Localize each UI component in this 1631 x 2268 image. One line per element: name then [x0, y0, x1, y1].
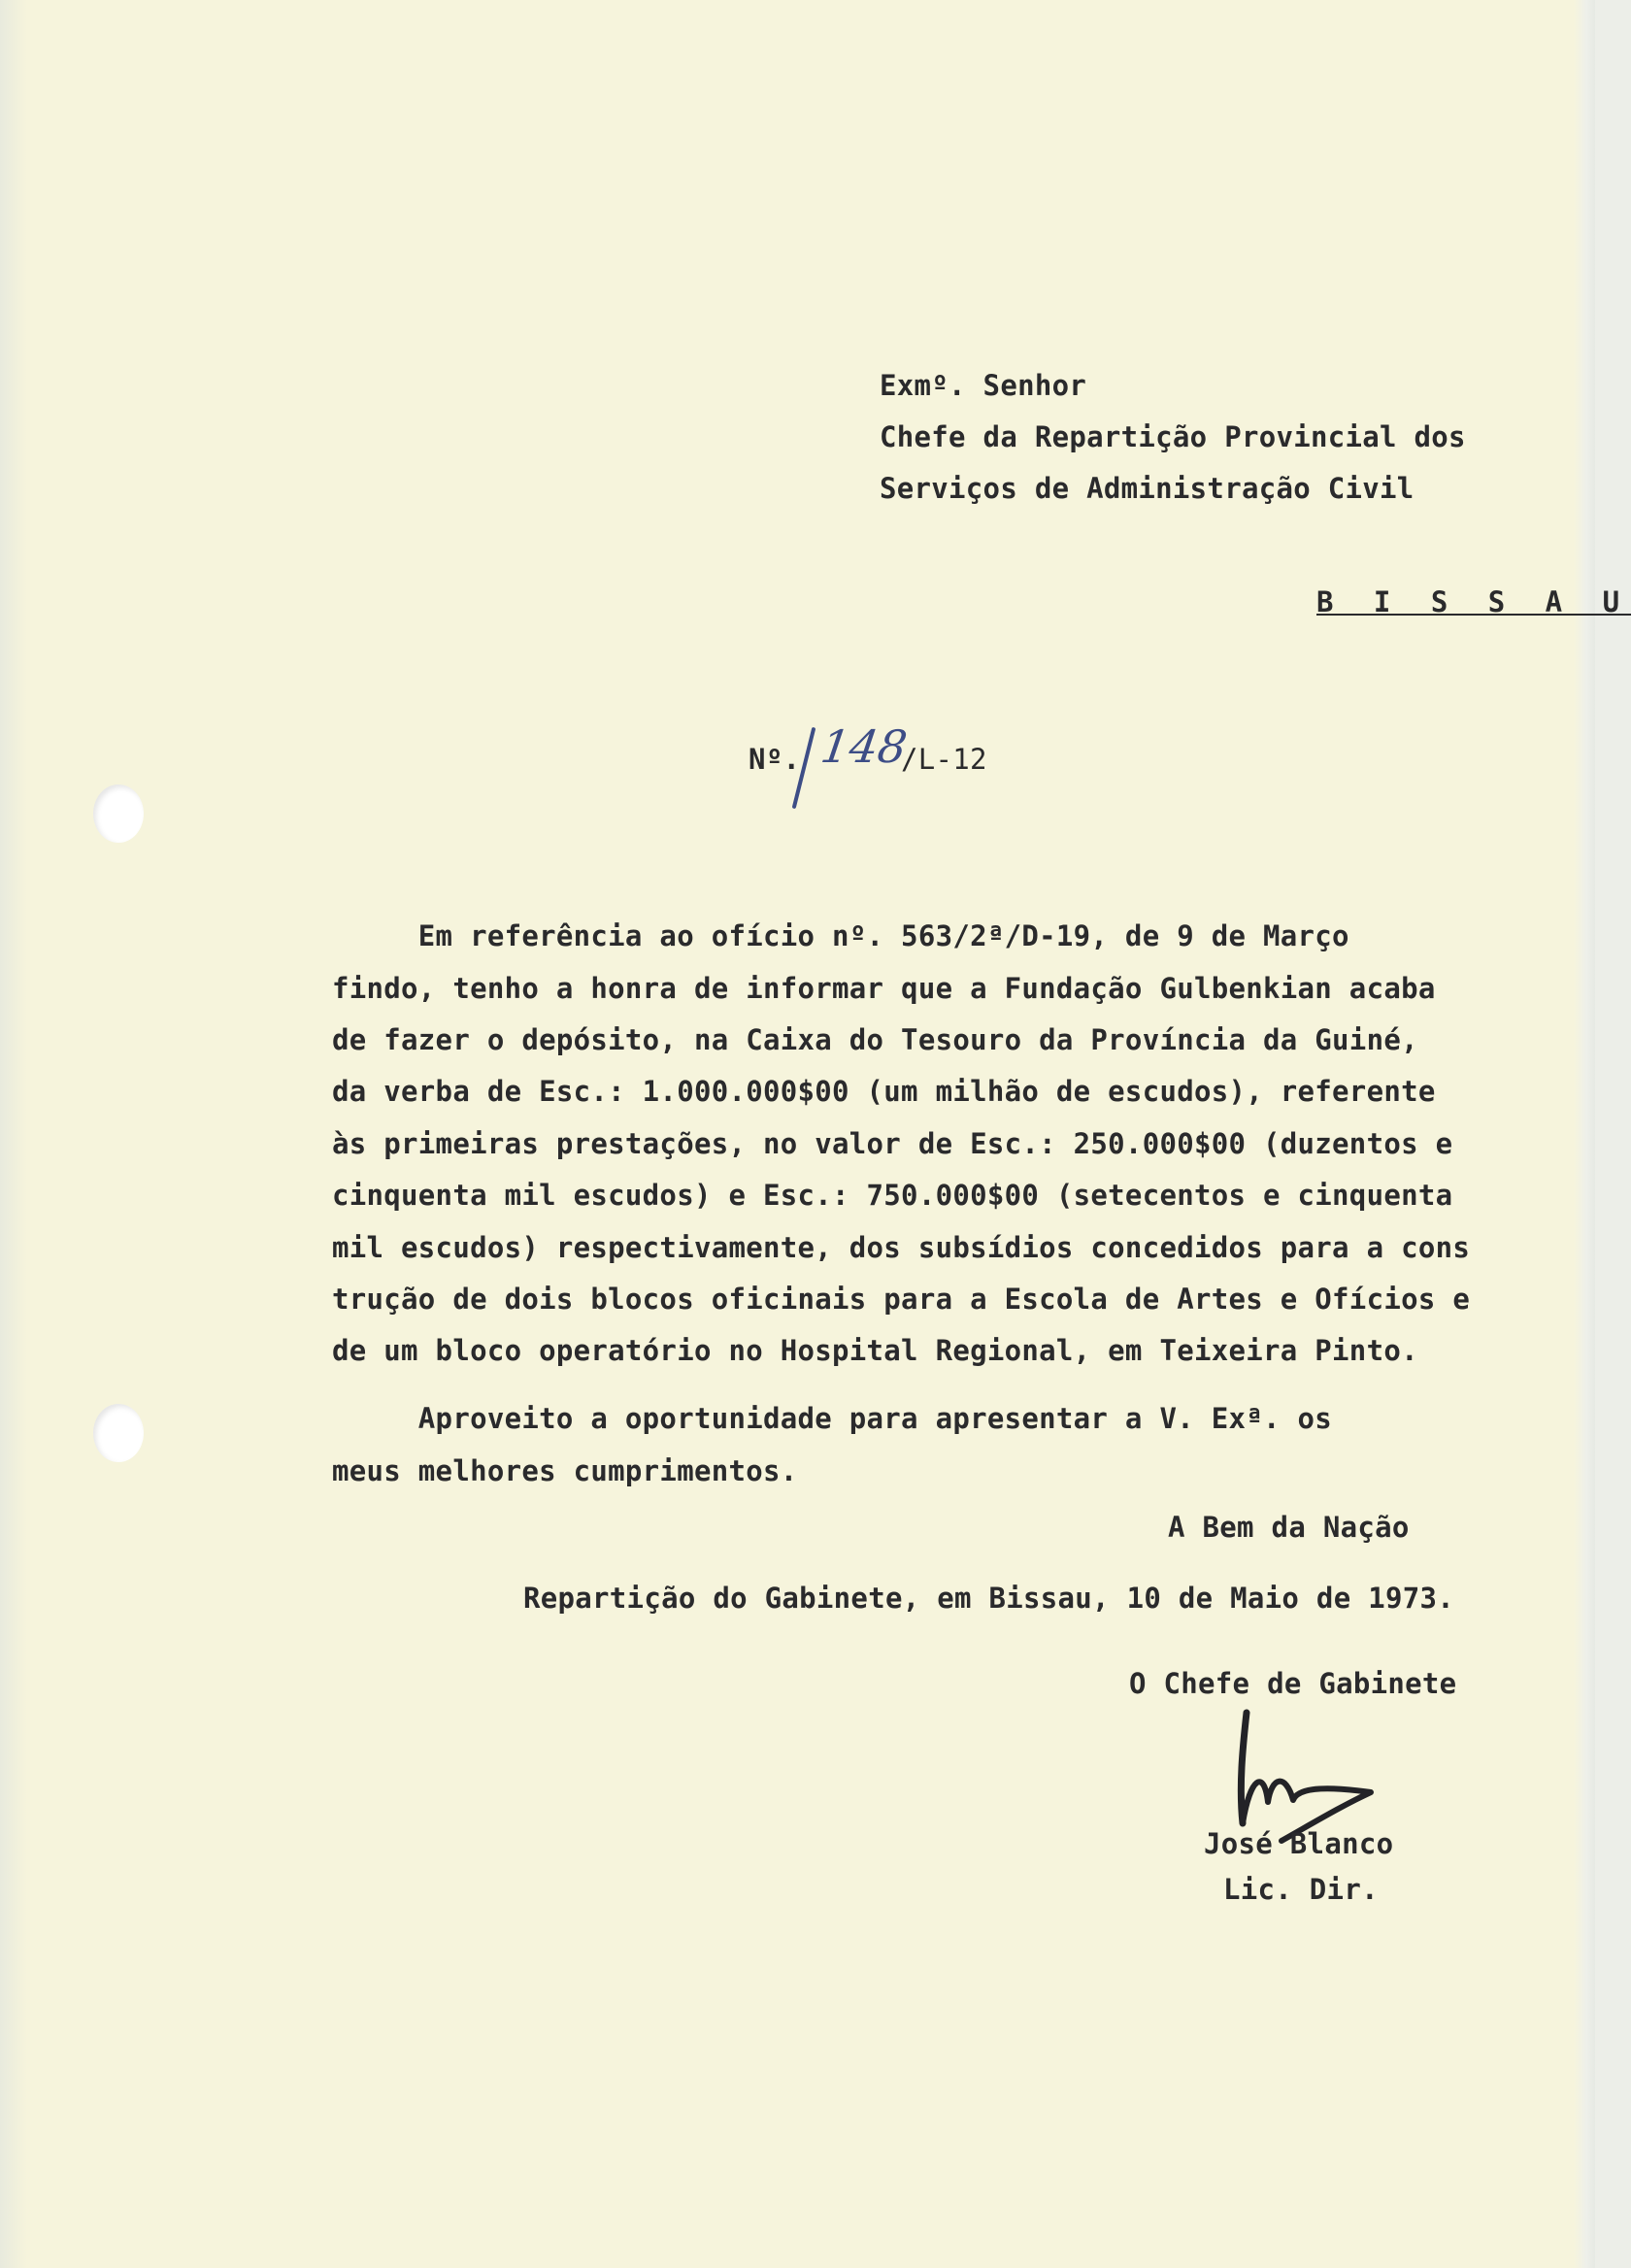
place-and-date: Repartição do Gabinete, em Bissau, 10 de Maio de 1973. — [523, 1582, 1455, 1615]
recipient-line-2: Serviços de Administração Civil — [880, 472, 1415, 505]
body-line: cinquenta mil escudos) e Esc.: 750.000$00 (setecentos e cinquenta — [332, 1179, 1453, 1212]
paper-left-edge — [0, 0, 27, 2268]
body-line: de um bloco operatório no Hospital Regional, em Teixeira Pinto. — [332, 1334, 1418, 1367]
reference-prefix: Nº. — [749, 743, 801, 776]
signatory-credential: Lic. Dir. — [1223, 1873, 1379, 1906]
body-line: findo, tenho a honra de informar que a Fundação Gulbenkian acaba — [332, 972, 1436, 1005]
body-line: de fazer o depósito, na Caixa do Tesouro da Província da Guiné, — [332, 1023, 1418, 1056]
body-line: às primeiras prestações, no valor de Esc.: 250.000$00 (duzentos e — [332, 1127, 1453, 1160]
signatory-name: José Blanco — [1204, 1827, 1394, 1860]
body-line: da verba de Esc.: 1.000.000$00 (um milhão de escudos), referente — [332, 1075, 1436, 1108]
body-line: Aproveito a oportunidade para apresentar a V. Exª. os — [332, 1402, 1333, 1435]
punch-hole-bottom — [93, 1404, 144, 1462]
body-line: meus melhores cumprimentos. — [332, 1454, 798, 1487]
recipient-line-1: Chefe da Repartição Provincial dos — [880, 420, 1466, 453]
signatory-title: O Chefe de Gabinete — [1129, 1667, 1457, 1700]
closing-motto: A Bem da Nação — [1168, 1511, 1410, 1544]
paper-right-edge — [1574, 0, 1595, 2268]
recipient-salutation: Exmº. Senhor — [880, 369, 1087, 402]
location-heading: B I S S A U — [1316, 585, 1631, 618]
reference-suffix: /L-12 — [901, 743, 987, 776]
punch-hole-top — [93, 784, 144, 843]
reference-number-handwritten: 148 — [817, 720, 911, 773]
body-line: trução de dois blocos oficinais para a Escola de Artes e Ofícios e — [332, 1283, 1471, 1316]
body-line: Em referência ao ofício nº. 563/2ª/D-19, de 9 de Março — [332, 919, 1349, 952]
body-line: mil escudos) respectivamente, dos subsídios concedidos para a cons — [332, 1231, 1471, 1264]
